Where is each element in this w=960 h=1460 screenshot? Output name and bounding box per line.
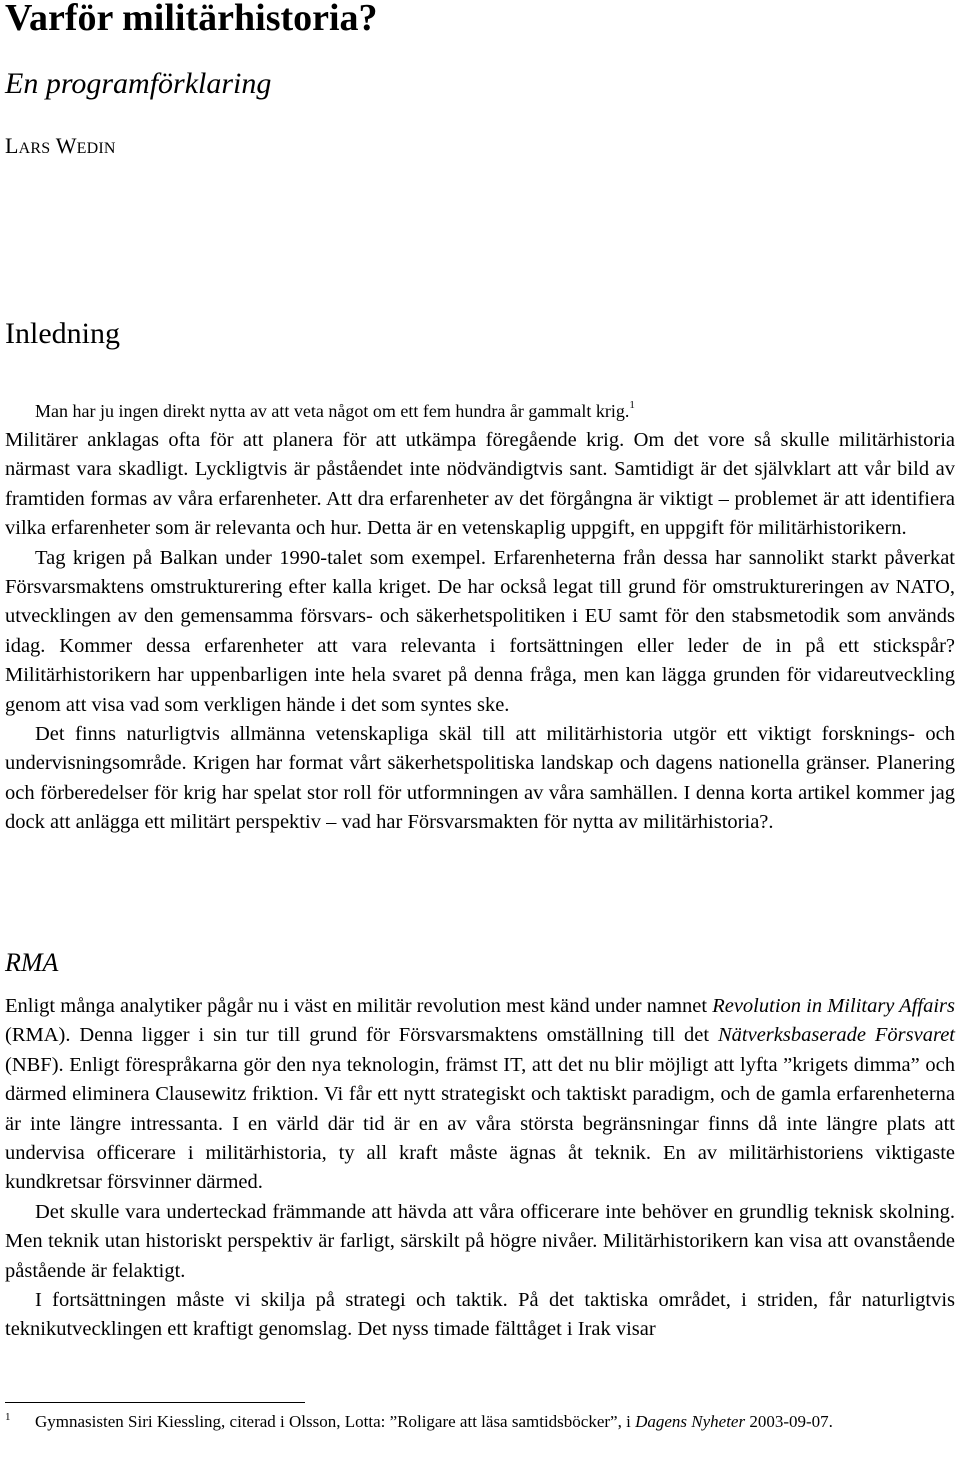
footnote-text: Gymnasisten Siri Kiessling, citerad i Olsson, Lotta: ”Roligare att läsa samtidsböcker”, i Dagens Nyheter 2003-09-07. [35, 1412, 833, 1431]
paragraph: I fortsättningen måste vi skilja på strategi och taktik. På det taktiska området, i striden, får naturligtvis teknikutvecklingen ett kraftigt genomslag. Det nyss timade fälttåget i Irak visar [5, 1289, 955, 1341]
article-subtitle: En programförklaring [5, 67, 272, 100]
epigraph-quote: Man har ju ingen direkt nytta av att veta något om ett fem hundra år gammalt krig.$^1$ [35, 399, 635, 421]
footnote-number: 1 [5, 1411, 11, 1423]
paragraph: Enligt många analytiker pågår nu i väst en militär revolution mest känd under namnet Revolution in Military Affairs (RMA). Denna ligger i sin tur till grund för Försvarsmaktens omställning till det Nätverksbaserade Försvaret (NBF). Enligt förespråkarna gör den nya teknologin, främst IT, att det nu blir möjligt att lyfta ”krigets dimma” och därmed eliminera Clausewitz friktion. Vi får ett nytt strategiskt och taktiskt paradigm, och de gamla erfarenheterna är inte längre intressanta. I en värld där tid är en av våra största begränsningar finns då inte längre plats att undervisa officerare i militärhistoria, ty all kraft måste ägnas åt teknik. En av militärhistoriens viktigaste kundkretsar försvinner därmed. [5, 995, 955, 1194]
rma-body [5, 992, 955, 1345]
footnote-separator [5, 1402, 305, 1403]
paragraph: Det skulle vara underteckad främmande att hävda att våra officerare inte behöver en grundlig teknisk skolning. Men teknik utan historiskt perspektiv är farligt, särskilt på högre nivåer. Militärhistorikern kan visa att ovanstående påstående är felaktigt. [5, 1200, 955, 1282]
footnote-ref[interactable]: 1 [629, 399, 635, 411]
article-title: Varför militärhistoria? [5, 0, 378, 39]
footnote [5, 1410, 955, 1434]
section-heading-inledning: Inledning [5, 317, 120, 350]
paragraph: Tag krigen på Balkan under 1990-talet som exempel. Erfarenheterna från dessa har sannolikt starkt påverkat Försvarsmaktens omstrukturering efter kalla kriget. De har också legat till grund för omstruktureringen av NATO, utvecklingen av den gemensamma försvars- och säkerhetspolitiken i EU samt för den stabsmetodik som används idag. Kommer dessa erfarenheter att vara relevanta i fortsättningen eller leder de in på ett stickspår? Militärhistorikern har uppenbarligen inte hela svaret på denna fråga, men kan lägga grunden för vidareutveckling genom att visa vad som verkligen hände i det som syntes ske. [5, 546, 955, 716]
inledning-body [5, 426, 955, 838]
paragraph: Det finns naturligtvis allmänna vetenskapliga skäl till att militärhistoria utgör ett viktigt forsknings- och undervisningsområde. Krigen har format vårt säkerhetspolitiska landskap och dagens nationella gränser. Planering och förberedelser för krig har spelat stor roll för utformningen av våra samhällen. I denna korta artikel kommer jag dock att anlägga ett militärt perspektiv – vad har Försvarsmakten för nytta av militärhistoria?. [5, 723, 955, 834]
section-heading-rma: RMA [5, 948, 59, 977]
author-name: LARS WEDIN [5, 133, 116, 158]
paragraph: Militärer anklagas ofta för att planera för att utkämpa föregående krig. Om det vore så skulle militärhistoria närmast vara skadligt. Lyckligtvis är påståendet inte nödvändigtvis sant. Samtidigt är det självklart att vår bild av framtiden formas av våra erfarenheter. Att dra erfarenheter av det förgångna är viktigt – problemet är att identifiera vilka erfarenheter som är relevanta och hur. Detta är en vetenskaplig uppgift, en uppgift för militärhistorikern. [5, 429, 955, 540]
